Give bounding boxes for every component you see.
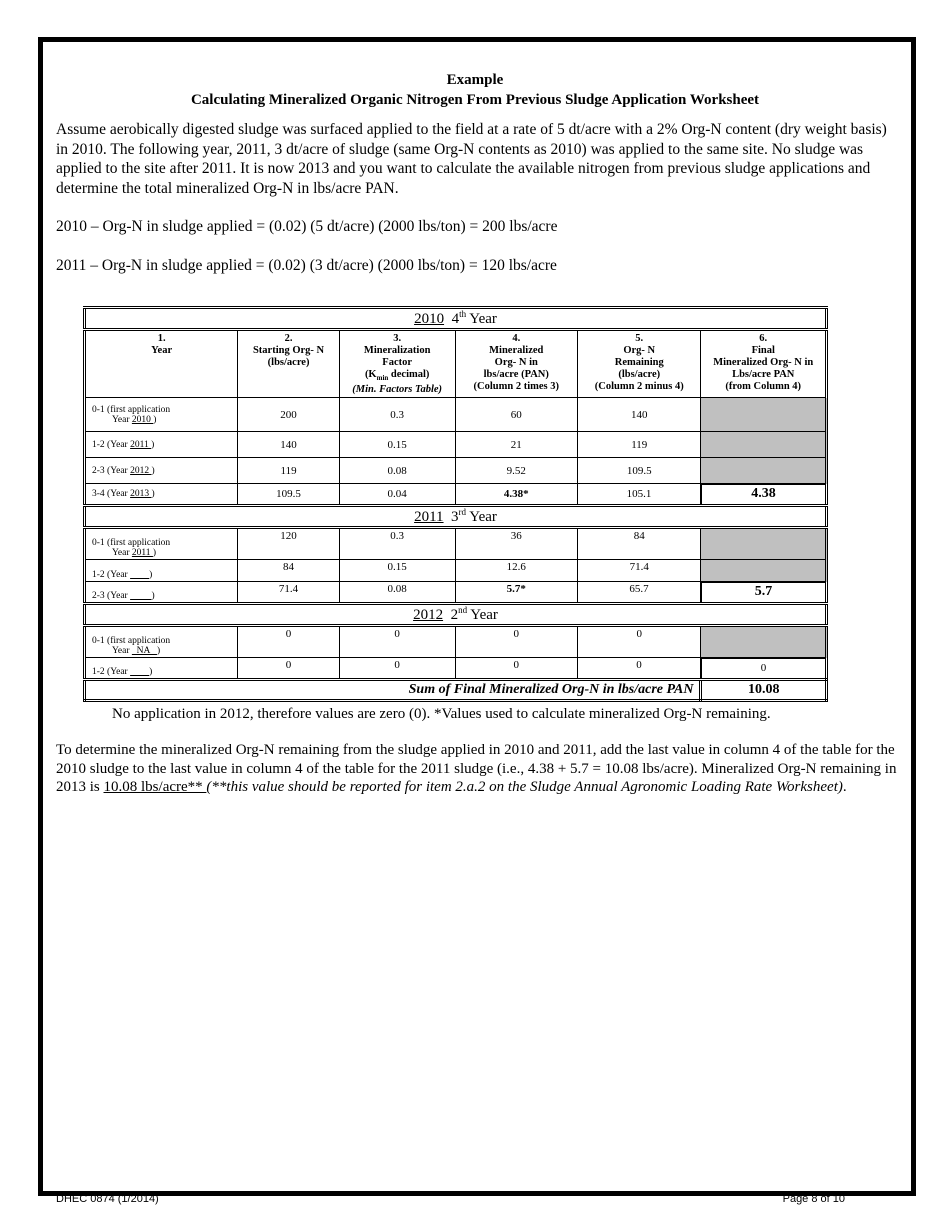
table-row [85, 626, 827, 658]
section-2012-heading: 2012 2nd Year [85, 604, 827, 626]
final-cell-shaded [701, 560, 827, 582]
year-cell: 2-3 (Year 2012 ) [85, 458, 238, 484]
section-2012-row [85, 604, 827, 626]
section-2010-heading: 2010 4th Year [85, 308, 827, 330]
mineralized-orgn-cell: 5.7* [455, 582, 578, 604]
final-value-2012: 0 [701, 658, 827, 680]
table-row [85, 658, 827, 680]
table-row [85, 484, 827, 506]
orgn-remaining-cell: 0 [578, 626, 701, 658]
year-cell: 1-2 (Year 2011 ) [85, 432, 238, 458]
final-cell-shaded [701, 458, 827, 484]
mineralization-factor-cell: 0.08 [339, 582, 455, 604]
year-cell: 1-2 (Year ) [85, 560, 238, 582]
mineralized-orgn-cell: 60 [455, 398, 578, 432]
mineralization-factor-cell: 0 [339, 626, 455, 658]
section-2011-row [85, 506, 827, 528]
mineralized-orgn-cell: 0 [455, 626, 578, 658]
starting-orgn-cell: 71.4 [238, 582, 340, 604]
col5-header: 5. Org- N Remaining (lbs/acre) (Column 2 minus 4) [578, 330, 701, 398]
orgn-remaining-cell: 65.7 [578, 582, 701, 604]
worksheet-title: Calculating Mineralized Organic Nitrogen From Previous Sludge Application Worksheet [190, 92, 760, 108]
form-number: DHEC 0874 (1/2014) [56, 1193, 159, 1205]
table-row [85, 560, 827, 582]
orgn-remaining-cell: 84 [578, 528, 701, 560]
mineralization-factor-cell: 0 [339, 658, 455, 680]
page-number: Page 8 of 10 [782, 1193, 845, 1205]
mineralized-orgn-cell: 9.52 [455, 458, 578, 484]
mineralized-orgn-cell: 21 [455, 432, 578, 458]
mineralization-factor-cell: 0.08 [339, 458, 455, 484]
col1-header: 1. Year [85, 330, 238, 398]
mineralization-factor-cell: 0.04 [339, 484, 455, 506]
table-row [85, 582, 827, 604]
equation-2011: 2011 – Org-N in sludge applied = (0.02) (3 dt/acre) (2000 lbs/ton) = 120 lbs/acre [56, 257, 557, 274]
year-cell: 0-1 (first application Year 2010 ) [85, 398, 238, 432]
header-row [85, 330, 827, 398]
year-cell: 2-3 (Year ) [85, 582, 238, 604]
starting-orgn-cell: 120 [238, 528, 340, 560]
final-cell-shaded [701, 432, 827, 458]
section-2010-row [85, 308, 827, 330]
table-row [85, 398, 827, 432]
worksheet-table [83, 306, 828, 702]
starting-orgn-cell: 0 [238, 658, 340, 680]
table-row [85, 528, 827, 560]
final-cell-shaded [701, 626, 827, 658]
col2-header: 2. Starting Org- N (lbs/acre) [238, 330, 340, 398]
mineralized-orgn-cell: 4.38* [455, 484, 578, 506]
mineralized-orgn-cell: 0 [455, 658, 578, 680]
orgn-remaining-cell: 119 [578, 432, 701, 458]
final-cell-shaded [701, 398, 827, 432]
mineralization-factor-cell: 0.3 [339, 528, 455, 560]
year-cell: 1-2 (Year ) [85, 658, 238, 680]
year-cell: 3-4 (Year 2013 ) [85, 484, 238, 506]
mineralized-orgn-cell: 36 [455, 528, 578, 560]
final-cell-shaded [701, 528, 827, 560]
mineralization-factor-cell: 0.3 [339, 398, 455, 432]
year-cell: 0-1 (first application Year 2011 ) [85, 528, 238, 560]
starting-orgn-cell: 119 [238, 458, 340, 484]
mineralization-factor-cell: 0.15 [339, 560, 455, 582]
sum-value: 10.08 [701, 680, 827, 701]
final-value-2010: 4.38 [701, 484, 827, 506]
table-row [85, 432, 827, 458]
orgn-remaining-cell: 109.5 [578, 458, 701, 484]
mineralized-orgn-cell: 12.6 [455, 560, 578, 582]
orgn-remaining-cell: 105.1 [578, 484, 701, 506]
orgn-remaining-cell: 0 [578, 658, 701, 680]
orgn-remaining-cell: 71.4 [578, 560, 701, 582]
intro-paragraph: Assume aerobically digested sludge was surfaced applied to the field at a rate of 5 dt/acre with a 2% Org-N content (dry weight basis) in 2010. The following year, 2011, 3 dt/acre of sludge (same Org-N contents as 2010) was applied to the same site. No sludge was applied to the site after 2011. It is now 2013 and you want to calculate the available nitrogen from previous sludge applications and determine the total mineralized Org-N in lbs/acre PAN. [56, 121, 887, 197]
starting-orgn-cell: 0 [238, 626, 340, 658]
col6-header: 6. Final Mineralized Org- N in Lbs/acre PAN (from Column 4) [701, 330, 827, 398]
equation-2010: 2010 – Org-N in sludge applied = (0.02) (5 dt/acre) (2000 lbs/ton) = 200 lbs/acre [56, 218, 558, 235]
starting-orgn-cell: 200 [238, 398, 340, 432]
orgn-remaining-cell: 140 [578, 398, 701, 432]
sum-row [85, 680, 827, 701]
title-example: Example [446, 72, 504, 88]
mineralization-factor-cell: 0.15 [339, 432, 455, 458]
starting-orgn-cell: 140 [238, 432, 340, 458]
starting-orgn-cell: 109.5 [238, 484, 340, 506]
col4-header: 4. Mineralized Org- N in lbs/acre (PAN) (Column 2 times 3) [455, 330, 578, 398]
section-2011-heading: 2011 3rd Year [85, 506, 827, 528]
col3-header: 3. Mineralization Factor ($K_{min}$ decimal) (Min. Factors Table) [339, 330, 455, 398]
document-body [56, 70, 894, 276]
final-value-2011: 5.7 [701, 582, 827, 604]
starting-orgn-cell: 84 [238, 560, 340, 582]
year-cell: 0-1 (first application Year NA ) [85, 626, 238, 658]
sum-label: Sum of Final Mineralized Org-N in lbs/acre PAN [85, 680, 701, 701]
conclusion-paragraph: To determine the mineralized Org-N remaining from the sludge applied in 2010 and 2011, add the last value in column 4 of the table for the 2010 sludge to the last value in column 4 of the table for the 2011 sludge (i.e., 4.38 + 5.7 = 10.08 lbs/acre). Mineralized Org-N remaining in 2013 is 10.08 lbs/acre** (**this value should be reported for item 2.a.2 on the Sludge Annual Agronomic Loading Rate Worksheet). [56, 742, 897, 795]
table-footnote: No application in 2012, therefore values are zero (0). *Values used to calculate mineralized Org-N remaining. [112, 706, 771, 722]
table-row [85, 458, 827, 484]
